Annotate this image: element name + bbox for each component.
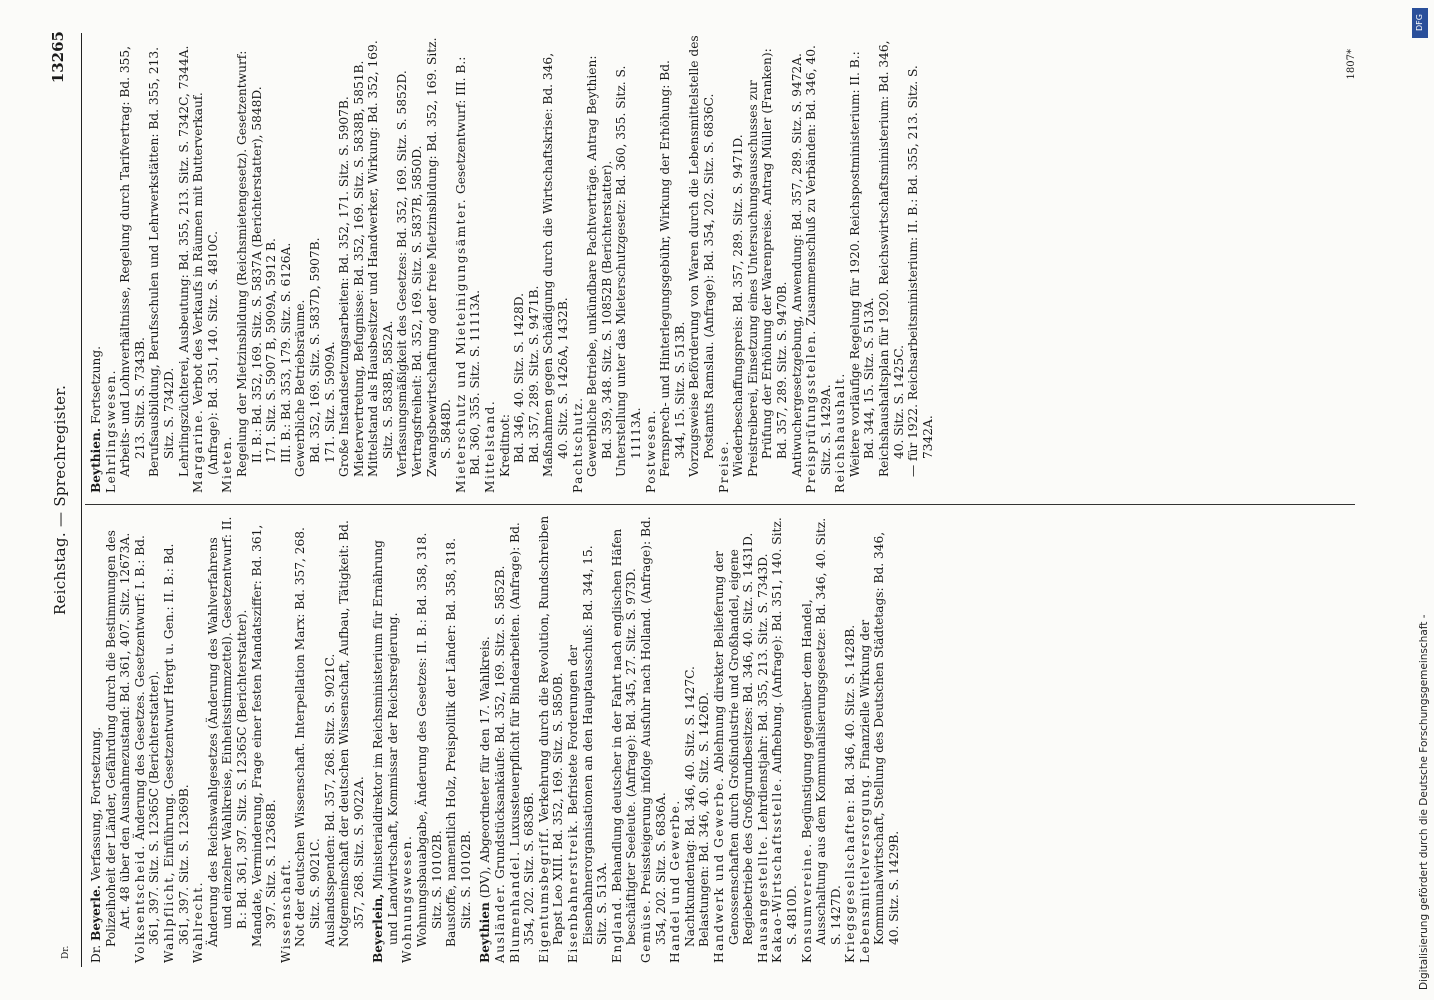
entry-text: — für 1922. Reichsarbeitsministerium: II. B.: Bd. 355, 213. Sitz. S. 7342A. <box>906 65 935 477</box>
entry-text: Gewerbliche Betriebe, unkündbare Pachtverträge. Antrag Beythien: Bd. 359, 348. Sitz. S. 10852B (Berichterstatter). <box>585 55 614 477</box>
entry-text: Änderung des Gesetzes. Gesetzentwurf: I. B.: Bd. 361, 397. Sitz. S. 12365C (Berichterstatter). <box>132 535 162 945</box>
digitization-note: Digitalisierung gefördert durch die Deutsche Forschungsgemeinschaft - <box>1418 614 1430 990</box>
dfg-logo: DFG <box>1412 8 1428 38</box>
entry-text: Wohnungsbauabgabe, Änderung des Gesetzes: II. B.: Bd. 358, 318. Sitz. S. 10102B. <box>415 532 444 947</box>
register-entry <box>770 515 799 963</box>
entry-text: Grundstücksankäufe: Bd. 352, 169. Sitz. S. 5852B. <box>493 565 508 883</box>
register-entry <box>250 35 265 493</box>
register-entry <box>790 35 805 493</box>
entry-text: Unterstellung unter das Mieterschutzgesetz: Bd. 360, 355. Sitz. S. 11113A. <box>614 65 643 477</box>
register-entry <box>512 35 527 493</box>
entry-text: Bd. 352, 169. Sitz. S. 5837D, 5907B. <box>307 237 322 463</box>
register-entry <box>444 515 473 963</box>
register-entry <box>133 515 162 963</box>
register-entry <box>683 515 698 963</box>
register-entry <box>746 35 790 493</box>
register-entry <box>843 515 858 963</box>
topic-keyword: Margarine. <box>191 408 206 493</box>
topic-keyword: Gemüse. <box>638 898 653 963</box>
entry-text: Fortsetzung. <box>89 345 103 428</box>
topic-keyword: Eigentumsbegriff. <box>536 826 551 963</box>
register-entry <box>687 35 716 493</box>
register-entry <box>639 515 668 963</box>
rotated-page-content <box>45 25 1375 975</box>
entry-text: Vorzugsweise Beförderung von Waren durch die Lebensmittelstelle des Postamts Ramslau. (Anfrage): Bd. 354, 202. Sitz. S. 6836C. <box>687 35 716 477</box>
register-entry <box>877 35 906 493</box>
entry-text: 171. Sitz. S. 5909A. <box>322 341 337 463</box>
register-entry <box>308 35 323 493</box>
footer-mark: 1807* <box>1346 49 1357 80</box>
register-entry <box>220 35 235 493</box>
register-entry <box>323 515 338 963</box>
speaker-name: Beythien <box>478 902 493 963</box>
entry-text: Nachtkundentag: Bd. 346, 40. Sitz. S. 1427C. <box>682 666 697 947</box>
entry-text: Preistreiberei, Einsetzung eines Untersuchungsausschusses zur Prüfung der Erhöhung der Warenpreise. Antrag Müller (Franken): Bd. 357, 289. Sitz. S. 9470B. <box>745 48 789 477</box>
register-entry <box>614 35 643 493</box>
register-entry <box>731 35 746 493</box>
entry-text: Mittelstand als Hausbesitzer und Handwerker, Wirkung: Bd. 352, 169. Sitz. S. 5838B, 5852A. <box>366 40 395 477</box>
entry-text: Aufhebung. (Anfrage): Bd. 351, 140. Sitz. S. 4810D. <box>770 517 799 945</box>
register-entry <box>585 35 614 493</box>
entry-text: Befristete Forderungen der Eisenbahnerorganisationen an den Hauptausschuß: Bd. 344, 15. Sitz. S. 513A. <box>566 545 610 945</box>
page-number: 13265 <box>49 31 67 84</box>
register-entry <box>493 515 508 963</box>
register-entry <box>264 35 279 493</box>
entry-text: Berufsausbildung, Berufsschulen und Lehrwerkstätten: Bd. 355, 213. Sitz. S. 7342D. <box>147 47 176 477</box>
register-entry <box>541 35 570 493</box>
speaker-name: Beyerle. <box>89 885 103 941</box>
speaker-name: Beythien. <box>89 427 103 493</box>
entry-text: Lehrlingszüchterei, Ausbeutung: Bd. 355, 213. Sitz. S. 7342C, 7344A. <box>176 45 191 477</box>
topic-keyword: Wissenschaft. <box>278 858 293 963</box>
register-entry <box>697 515 712 963</box>
entry-text: Luxussteuerpflicht für Bindearbeiten. (Anfrage): Bd. 354, 202. Sitz. S. 6836B. <box>507 522 537 945</box>
entry-text: Große Instandsetzungsarbeiten: Bd. 352, 171. Sitz. S. 5907B. <box>337 96 352 477</box>
topic-keyword: Ausländer. <box>493 882 508 963</box>
topic-keyword: Blumenhandel. <box>507 850 522 963</box>
register-entry <box>800 515 844 963</box>
entry-text: Bd. 346, 40. Sitz. S. 1428B. <box>843 624 858 799</box>
topic-keyword: Pachtschutz. <box>570 396 585 493</box>
entry-text: Ministerialdirektor im Reichsministerium für Ernährung und Landwirtschaft, Kommissar der Reichsregierung. <box>371 540 400 945</box>
topic-keyword: Wahlrecht. <box>191 881 206 963</box>
register-entry <box>191 515 206 963</box>
entry-text: II. B.: Bd. 352, 169. Sitz. S. 5837A (Berichterstatter), 5848D. <box>249 86 264 463</box>
entry-text: Dr. <box>89 940 103 963</box>
entry-text: Antiwuchergesetzgebung, Anwendung: Bd. 357, 289. Sitz. S. 9472A. <box>789 53 804 477</box>
register-entry <box>366 35 395 493</box>
register-entry <box>508 515 537 963</box>
entry-text: (DV), Abgeordneter für den 17. Wahlkreis. <box>478 636 493 903</box>
topic-keyword: Konsumvereine. <box>799 842 814 963</box>
register-entry <box>571 35 586 493</box>
topic-keyword: Postwesen. <box>643 408 658 493</box>
register-entry <box>293 35 308 493</box>
entry-text: Gesetzentwurf: III. B.: Bd. 360, 355. Sitz. S. 11113A. <box>453 56 483 475</box>
register-entry <box>566 515 610 963</box>
entry-text: Zusammenschluß zu Verbänden: Bd. 346, 40. Sitz. S. 1429A. <box>804 45 833 475</box>
topic-keyword: Kriegsgesellschaften: <box>843 798 858 963</box>
register-entry <box>848 35 877 493</box>
page-header <box>45 25 79 975</box>
entry-text: Finanzielle Wirkung der Kommunalwirtschaft, Stellung des Deutschen Städtetags: Bd. 346, 40. Sitz. S. 1429B. <box>857 531 902 945</box>
register-entry <box>395 35 410 493</box>
entry-text: Verkehrung durch die Revolution, Rundschreiben Papst Leo XIII. Bd. 352, 169. Sitz. S. 5850B. <box>536 515 566 945</box>
register-entry <box>483 35 498 493</box>
register-entry <box>104 35 119 493</box>
entry-text: Wiederbeschaffungspreis: Bd. 357, 289. Sitz. S. 9471D. <box>731 134 746 477</box>
topic-keyword: England. <box>609 895 624 963</box>
topic-keyword: Preisprüfungsstellen. <box>804 329 819 493</box>
topic-keyword: Hausangestellte. <box>755 834 770 963</box>
entry-text: Regelung der Mietzinsbildung (Reichsmietengesetz). Gesetzentwurf: <box>234 50 249 477</box>
register-entry <box>337 515 366 963</box>
register-entry <box>454 35 483 493</box>
register-entry <box>415 515 444 963</box>
register-entry <box>537 515 566 963</box>
entry-text: Bd. 346, 40. Sitz. S. 1428D. <box>512 293 527 463</box>
register-entry <box>644 35 659 493</box>
entry-text: Reichshaushaltsplan für 1920. Reichswirtschaftsministerium: Bd. 346, 40. Sitz. S. 1425C. <box>877 40 906 477</box>
entry-text: Begünstigung gegenüber dem Handel, Ausschaltung aus dem Kommunalisierungsgesetze: Bd. 346, 40. Sitz. S. 1427D. <box>799 517 843 945</box>
topic-keyword: Preise. <box>716 440 731 493</box>
register-entry <box>323 35 338 493</box>
register-entry <box>425 35 454 493</box>
register-entry <box>206 515 250 963</box>
register-entry <box>906 35 935 493</box>
register-entry <box>478 515 493 963</box>
entry-text: Belastungen: Bd. 346, 40. Sitz. S. 1426D. <box>697 691 712 947</box>
register-entry <box>527 35 542 493</box>
register-entry <box>89 35 104 493</box>
entry-text: Vertragsfreiheit: Bd. 352, 169. Sitz. S. 5837B, 5850D. <box>410 145 425 477</box>
register-entry <box>858 515 902 963</box>
entry-text: Ablehnung direkter Belieferung der Genossenschaften durch Großindustrie und Großhandel, eigene Regiebetriebe des Großgrundbesitzes: Bd. 346, 40. Sitz. S. 1431D. <box>711 532 756 945</box>
entry-text: III. B.: Bd. 353, 179. Sitz. S. 6126A. <box>278 242 293 463</box>
header-title: Reichstag. — Sprechregister. <box>51 384 69 616</box>
entry-text: Verfassungsmäßigkeit des Gesetzes: Bd. 352, 169. Sitz. S. 5852D. <box>395 70 410 477</box>
header-rule <box>81 33 82 967</box>
entry-text: Polizeihoheit der Länder, Gefährdung durch die Bestimmungen des Art. 48 über den Ausnahmezustand: Bd. 361, 407. Sitz. 12673A. <box>103 530 133 947</box>
topic-keyword: Mittelstand. <box>483 399 498 493</box>
register-entry <box>147 35 176 493</box>
header-left: Dr. <box>61 945 71 959</box>
topic-keyword: Volksentscheid. <box>132 844 147 963</box>
register-entry <box>658 35 687 493</box>
register-entry <box>410 35 425 493</box>
entry-text: Verfassung, Fortsetzung. <box>89 726 103 886</box>
register-entry <box>235 35 250 493</box>
topic-keyword: Handwerk und Gewerbe. <box>711 776 726 963</box>
register-entry <box>104 515 133 963</box>
entry-text: Zwangsbewirtschaftung oder freie Mietzinsbildung: Bd. 352, 169. Sitz. S. 5848D. <box>424 37 454 477</box>
topic-keyword: Eisenbahnerstreik. <box>566 818 580 963</box>
entry-text: Arbeits- und Lohnverhältnisse, Regelung durch Tarifvertrag: Bd. 355, 213. Sitz. S. 7343B. <box>118 46 147 477</box>
entry-text: Preissteigerung infolge Ausfuhr nach Holland. (Anfrage): Bd. 354, 202. Sitz. S. 6836A. <box>638 516 668 945</box>
entry-text: Auslandsspenden: Bd. 357, 268. Sitz. S. 9021C. <box>322 653 337 947</box>
register-entry <box>191 35 220 493</box>
register-entry <box>352 35 367 493</box>
entry-text: Mandate, Verminderung, Frage einer festen Mandatsziffer: Bd. 361, 397. Sitz. S. 12368B. <box>249 524 279 947</box>
entry-text: Gewerbliche Betriebsräume. <box>293 299 308 477</box>
entry-text: Notgemeinschaft der deutschen Wissenschaft, Aufbau, Tätigkeit: Bd. 357, 268. Sitz. S. 9022A. <box>337 520 366 947</box>
topic-keyword: Kakao-Wirtschaftsstelle. <box>770 777 785 963</box>
topic-keyword: Wohnungswesen. <box>400 834 415 963</box>
register-entry <box>610 515 639 963</box>
register-entry <box>162 515 191 963</box>
topic-keyword: Reichshaushalt. <box>833 372 848 493</box>
register-entry <box>279 515 294 963</box>
register-entry <box>89 515 104 963</box>
entry-text: Änderung des Reichswahlgesetzes (Änderung des Wahlverfahrens und einzelner Wahlkreise, Einheitsstimmzettel). Gesetzentwurf: II. B.: Bd. 361, 397. Sitz. S. 12365C (Berichterstatter). <box>205 516 249 947</box>
entry-text: Weitere vorläufige Regelung für 1920. Reichspostministerium: II. B.: Bd. 344, 15. Sitz. S. 513A. <box>847 51 877 477</box>
topic-keyword: Mieterschutz und Mieteinigungsämter. <box>453 197 468 493</box>
register-entry <box>833 35 848 493</box>
entry-text: Einführung. Gesetzentwurf Hergt u. Gen.: II. B.: Bd. 361, 397. Sitz. S. 12369B. <box>161 543 191 945</box>
register-entry <box>498 35 513 493</box>
register-entry <box>337 35 352 493</box>
register-entry <box>712 515 756 963</box>
register-entry <box>717 35 732 493</box>
entry-text: Not der deutschen Wissenschaft. Interpellation Marx: Bd. 357, 268. Sitz. S. 9021C. <box>293 527 322 947</box>
register-entry <box>371 515 400 963</box>
entry-text: Mietervertretung, Befugnisse: Bd. 352, 169. Sitz. S. 5838B, 5851B. <box>351 60 366 477</box>
register-entry <box>400 515 415 963</box>
entry-text: Behandlung deutscher in der Fahrt nach englischen Häfen beschäftigter Seeleute. (Anfrage): Bd. 345, 27. Sitz. S. 973D. <box>609 528 639 945</box>
entry-text: Lehrdienstjahr: Bd. 355, 213. Sitz. S. 7343D. <box>755 553 770 835</box>
register-entry <box>293 515 322 963</box>
entry-text: Baustoffe, namentlich Holz, Preispolitik der Länder: Bd. 358, 318. Sitz. S. 10102B. <box>444 538 473 947</box>
right-column <box>89 35 935 493</box>
entry-text: Verbot des Verkaufs in Räumen mit Butterverkauf. (Anfrage): Bd. 351, 140. Sitz. S. 4810C. <box>191 92 220 475</box>
register-entry <box>756 515 771 963</box>
topic-keyword: Handel und Gewerbe. <box>668 799 683 963</box>
register-entry <box>804 35 833 493</box>
column-separator <box>85 504 1355 505</box>
register-entry <box>177 35 192 493</box>
entry-text: 171. Sitz. S. 5907 B, 5909A, 5912 B. <box>264 238 279 463</box>
left-column <box>89 515 902 963</box>
topic-keyword: Wahlpflicht, <box>161 870 176 963</box>
topic-keyword: Lebensmittelversorgung. <box>857 773 872 963</box>
entry-text: Kreditnot: <box>497 414 512 477</box>
entry-text: Fernsprech- und Hinterlegungsgebühr, Wirkung der Erhöhung: Bd. 344, 15. Sitz. S. 513B. <box>658 60 687 477</box>
register-entry <box>279 35 294 493</box>
entry-text: Bd. 357, 289. Sitz. S. 9471B. <box>526 285 541 463</box>
topic-keyword: Lehrlingswesen. <box>103 368 118 493</box>
topic-keyword: Mieten. <box>220 435 235 493</box>
entry-text: Maßnahmen gegen Schädigung durch die Wirtschaftskrise: Bd. 346, 40. Sitz. S. 1426A, 1432B. <box>541 52 570 477</box>
speaker-name: Beyerlein, <box>371 893 386 963</box>
register-entry <box>118 35 147 493</box>
register-entry <box>668 515 683 963</box>
register-entry <box>250 515 279 963</box>
